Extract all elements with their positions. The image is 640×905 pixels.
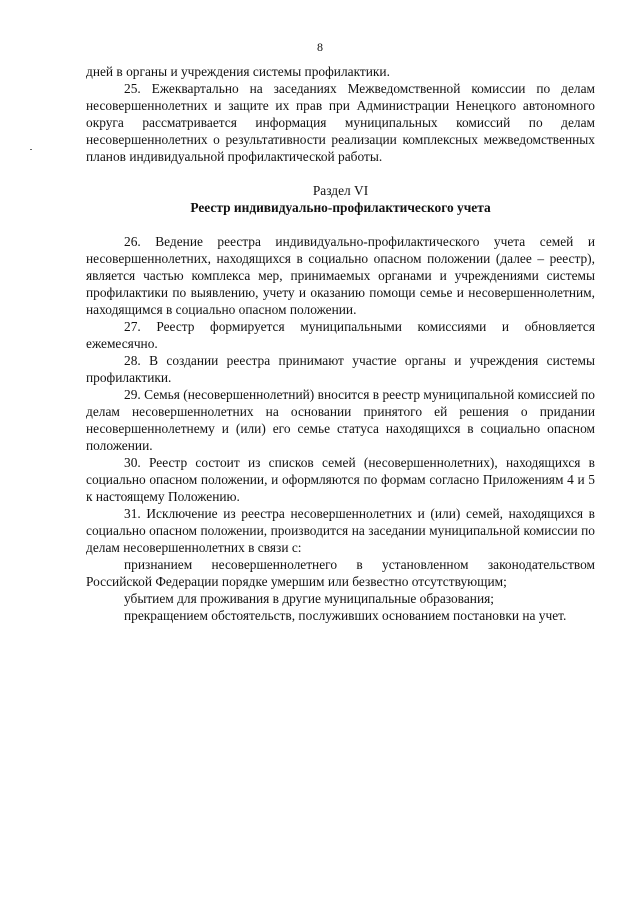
section-number: Раздел VI [312,183,369,198]
list-item-relocation: убытием для проживания в другие муниципальные образования; [124,591,494,606]
margin-mark [30,149,32,150]
section-title: Реестр индивидуально-профилактического учета [190,200,491,215]
list-item-termination: прекращением обстоятельств, послуживших основанием постановки на учет. [124,608,567,623]
paragraph-25: 25. Ежеквартально на заседаниях Межведомственной комиссии по делам несовершеннолетних и защите их прав при Администрации Ненецкого автономного округа рассматривается информация муниципальных комиссий по делам несовершеннолетних о результативности реализации комплексных межведомственных планов индивидуальной профилактической работы. [86,81,595,164]
paragraph-31: 31. Исключение из реестра несовершеннолетних и (или) семей, находящихся в социально опасном положении, производится на заседании муниципальной комиссии по делам несовершеннолетних в связи с: [86,506,595,555]
paragraph-26: 26. Ведение реестра индивидуально-профилактического учета семей и несовершеннолетних, находящихся в социально опасном положении (далее – реестр), является частью комплекса мер, принимаемых органами и учреждениями системы профилактики по выявлению, учету и оказанию помощи семье и несовершеннолетним, находящимся в социально опасном положении. [86,234,595,317]
paragraph-30: 30. Реестр состоит из списков семей (несовершеннолетних), находящихся в социально опасном положении, и оформляются по формам согласно Приложениям 4 и 5 к настоящему Положению. [86,455,595,504]
paragraph-continuation: дней в органы и учреждения системы профилактики. [86,64,390,79]
paragraph-27: 27. Реестр формируется муниципальными комиссиями и обновляется ежемесячно. [86,319,595,351]
paragraph-28: 28. В создании реестра принимают участие органы и учреждения системы профилактики. [86,353,595,385]
document-body [86,63,595,624]
list-item-recognition: признанием несовершеннолетнего в установленном законодательством Российской Федерации порядке умершим или безвестно отсутствующим; [86,557,595,589]
page-number: 8 [317,40,323,54]
paragraph-29: 29. Семья (несовершеннолетний) вносится в реестр муниципальной комиссией по делам несовершеннолетних на основании принятого ей решения о придании несовершеннолетнему и (или) его семье статуса находящихся в социально опасном положении. [86,387,595,453]
